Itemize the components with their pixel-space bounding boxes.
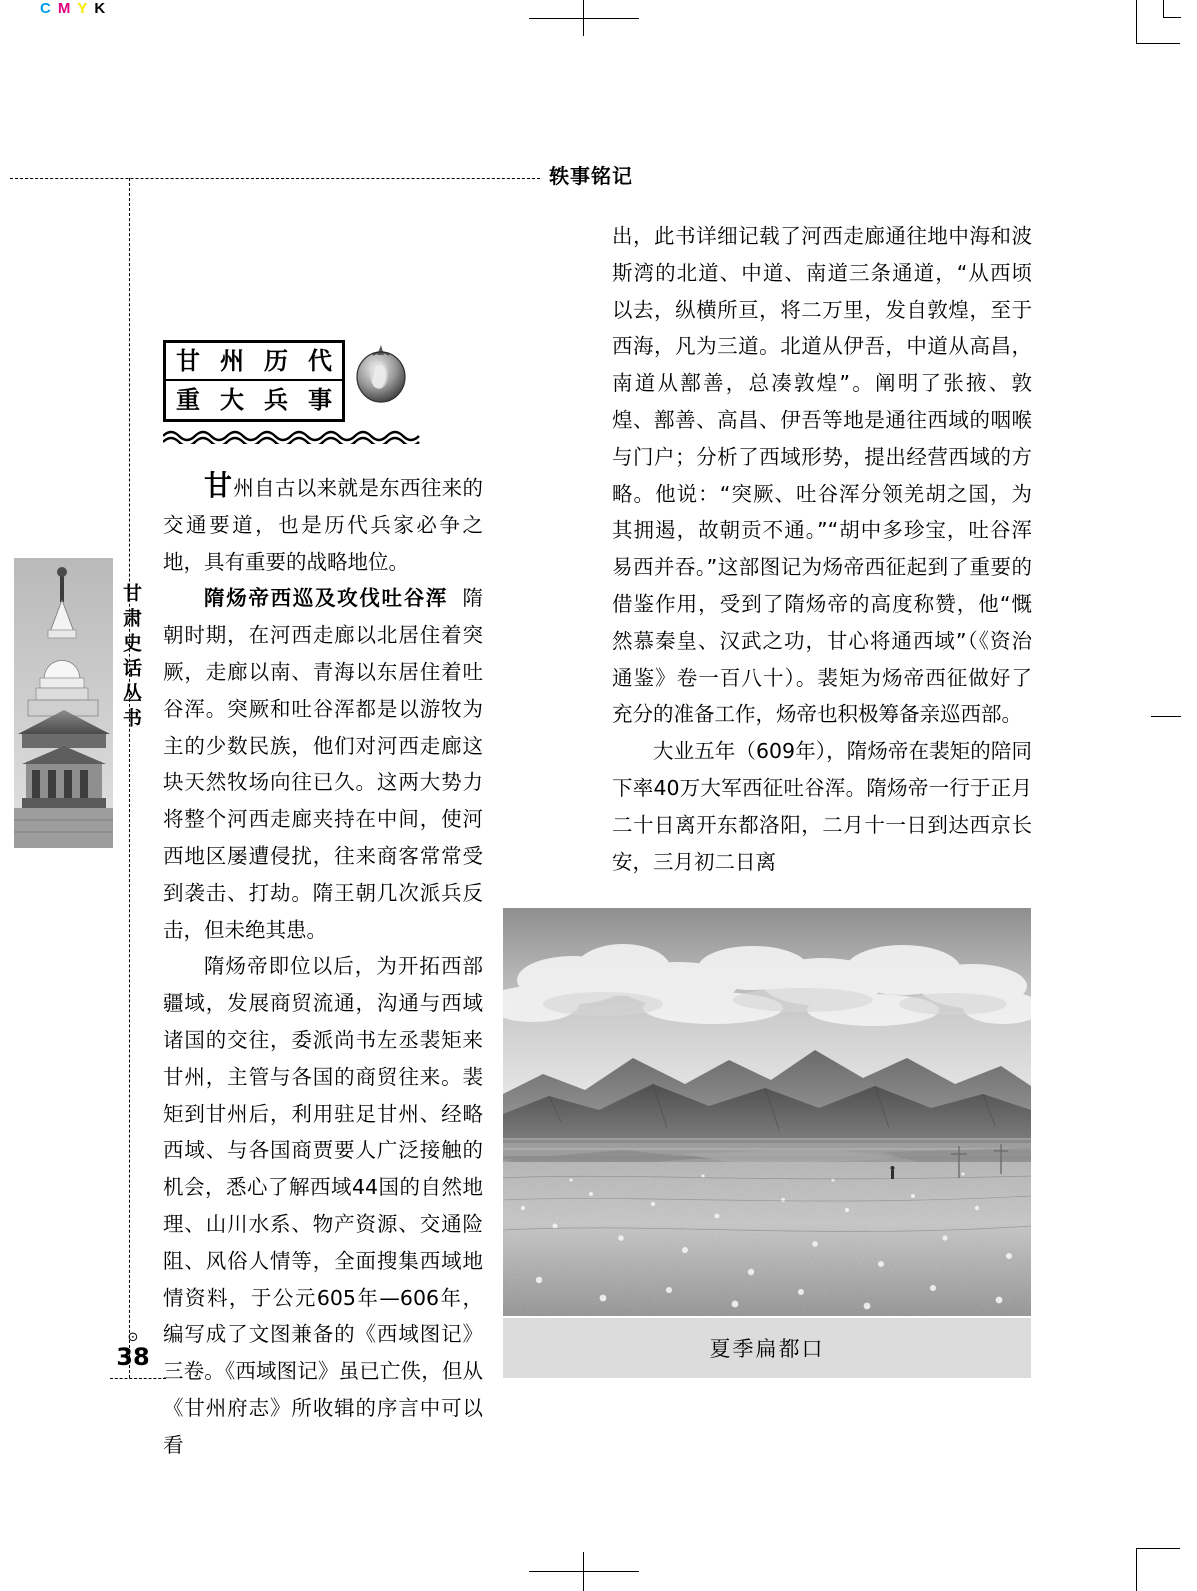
seal-ornament-icon bbox=[355, 341, 407, 403]
crop-mark-bottom-horizontal bbox=[529, 1571, 639, 1572]
guide-line-bottom bbox=[110, 1378, 166, 1379]
folio bbox=[108, 1332, 158, 1370]
paragraph-1 bbox=[163, 468, 483, 580]
cmyk-m: M bbox=[57, 0, 74, 17]
crop-mark-top-horizontal bbox=[529, 18, 639, 19]
title-char-2: 州 bbox=[220, 347, 244, 375]
paragraph-4: 出，此书详细记载了河西走廊通往地中海和波斯湾的北道、中道、南道三条通道，“从西顷以去，纵横所亘，将二万里，发自敦煌，至于西海，凡为三道。北道从伊吾，中道从高昌，南道从鄯善，总凑敦煌”。阐明了张掖、敦煌、鄯善、高昌、伊吾等地是通往西域的咽喉与门户；分析了西域形势，提出经营西域的方略。他说：“突厥、吐谷浑分领羌胡之国，为其拥遏，故朝贡不通。”“胡中多珍宝，吐谷浑易西并吞。”这部图记为炀帝西征起到了重要的借鉴作用，受到了隋炀帝的高度称赞，他“慨然慕秦皇、汉武之功，甘心将通西域”（《资治通鉴》卷一百八十）。裴矩为炀帝西征做好了充分的准备工作，炀帝也积极筹备亲巡西部。 bbox=[612, 224, 1032, 727]
cmyk-color-bar bbox=[38, 0, 110, 17]
paragraph-1-text: 州自古以来就是东西往来的交通要道，也是历代兵家必争之地，具有重要的战略地位。 bbox=[163, 476, 483, 574]
crop-mark-top-right-horizontal bbox=[1136, 43, 1180, 44]
title-char-4: 代 bbox=[308, 347, 332, 375]
page-number: 38 bbox=[116, 1343, 150, 1371]
registration-tick-right bbox=[1151, 716, 1181, 717]
title-logo-line-2 bbox=[166, 381, 342, 419]
cmyk-c: C bbox=[40, 0, 54, 17]
paragraph-5: 大业五年（609年），隋炀帝在裴矩的陪同下率40万大军西征吐谷浑。隋炀帝一行于正月二十日离开东都洛阳，二月十一日到达西京长安，三月初二日离 bbox=[612, 739, 1032, 874]
title-char-6: 大 bbox=[220, 386, 244, 414]
paragraph-2 bbox=[163, 580, 483, 948]
folio-marker: ⊙ bbox=[127, 1330, 139, 1345]
drop-cap: 甘 bbox=[204, 469, 234, 502]
guide-line-top bbox=[10, 178, 540, 179]
pagoda-photo bbox=[14, 558, 113, 848]
cmyk-k: K bbox=[94, 0, 109, 17]
summer-biandukou-photo bbox=[503, 908, 1031, 1316]
series-title-vertical: 甘肃史话丛书 bbox=[120, 583, 142, 733]
running-head: 轶事铭记 bbox=[549, 164, 633, 188]
paragraph-3: 隋炀帝即位以后，为开拓西部疆域，发展商贸流通，沟通与西域诸国的交往，委派尚书左丞裴矩来甘州，主管与各国的商贸往来。裴矩到甘州后，利用驻足甘州、经略西域、与各国商贾要人广泛接触的机会，悉心了解西域44国的自然地理、山川水系、物产资源、交通险阻、风俗人情等，全面搜集西域地情资料，于公元605年—606年，编写成了文图兼备的《西域图记》三卷。《西域图记》虽已亡佚，但从《甘州府志》所收辑的序言中可以看 bbox=[163, 954, 483, 1457]
photo-caption bbox=[503, 1318, 1031, 1378]
crop-mark-top-right-vertical-inner bbox=[1163, 0, 1164, 18]
cmyk-y: Y bbox=[77, 0, 91, 17]
photo-caption-text: 夏季扁都口 bbox=[709, 1337, 825, 1361]
crop-mark-bottom-right-vertical bbox=[1136, 1548, 1137, 1591]
title-char-8: 事 bbox=[308, 386, 332, 414]
crop-mark-bottom-right-horizontal bbox=[1136, 1548, 1180, 1549]
crop-mark-top-right-horizontal-inner bbox=[1163, 17, 1181, 18]
wave-ornament-icon bbox=[163, 428, 423, 444]
title-char-7: 兵 bbox=[264, 386, 288, 414]
section-heading: 隋炀帝西巡及攻伐吐谷浑 bbox=[204, 586, 449, 611]
left-text-column bbox=[163, 468, 483, 1464]
title-logo-box bbox=[163, 340, 345, 422]
title-char-1: 甘 bbox=[176, 347, 200, 375]
guide-line-left-vertical bbox=[129, 178, 130, 1378]
right-text-column bbox=[612, 218, 1032, 880]
title-logo-line-1 bbox=[166, 343, 342, 381]
title-char-5: 重 bbox=[176, 386, 200, 414]
crop-mark-top-right-vertical bbox=[1136, 0, 1137, 44]
paragraph-2-text: 隋朝时期，在河西走廊以北居住着突厥，走廊以南、青海以东居住着吐谷浑。突厥和吐谷浑都是以游牧为主的少数民族，他们对河西走廊这块天然牧场向往已久。这两大势力将整个河西走廊夹持在中间，使河西地区屡遭侵扰，往来商客常常受到袭击、打劫。隋王朝几次派兵反击，但未绝其患。 bbox=[163, 586, 483, 942]
title-char-3: 历 bbox=[264, 347, 288, 375]
